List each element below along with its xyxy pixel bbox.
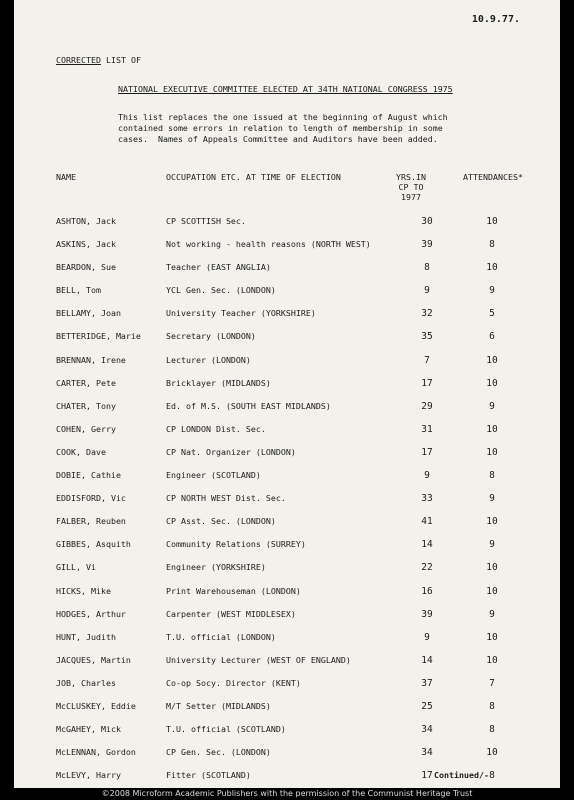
member-years: 41	[421, 516, 433, 528]
member-occupation: Print Warehouseman (LONDON)	[166, 585, 301, 596]
member-years: 17	[421, 770, 433, 782]
member-attendances: 5	[489, 308, 495, 320]
member-name: BELL, Tom	[56, 285, 101, 296]
member-years: 25	[421, 700, 433, 712]
corrected-label: CORRECTED	[56, 55, 101, 65]
table-row	[14, 701, 560, 724]
member-attendances: 8	[489, 770, 495, 782]
member-occupation: Carpenter (WEST MIDDLESEX)	[166, 608, 296, 619]
member-name: HUNT, Judith	[56, 631, 116, 642]
intro-paragraph: This list replaces the one issued at the beginning of August which contained some errors in relation to length of membership in some cases. Names of Appeals Committee and Auditors have been added.	[118, 112, 448, 144]
table-row	[14, 586, 560, 609]
table-row	[14, 609, 560, 632]
member-name: HICKS, Mike	[56, 585, 111, 596]
table-row	[14, 308, 560, 331]
member-name: CARTER, Pete	[56, 377, 116, 388]
column-header-years: YRS.IN CP TO 1977	[396, 172, 426, 202]
table-row	[14, 470, 560, 493]
member-attendances: 10	[486, 631, 498, 643]
member-years: 7	[424, 354, 430, 366]
member-attendances: 9	[489, 608, 495, 620]
column-header-name: NAME	[56, 172, 76, 182]
member-name: DOBIE, Cathie	[56, 470, 121, 481]
member-name: EDDISFORD, Vic	[56, 493, 126, 504]
member-occupation: YCL Gen. Sec. (LONDON)	[166, 285, 276, 296]
document-date: 10.9.77.	[471, 14, 520, 25]
table-row	[14, 655, 560, 678]
member-years: 34	[421, 747, 433, 759]
member-attendances: 10	[486, 562, 498, 574]
member-attendances: 10	[486, 446, 498, 458]
member-attendances: 10	[486, 377, 498, 389]
member-attendances: 10	[486, 516, 498, 528]
member-years: 39	[421, 239, 433, 251]
member-occupation: Engineer (SCOTLAND)	[166, 470, 261, 481]
member-attendances: 8	[489, 239, 495, 251]
document-page	[14, 0, 560, 788]
document-title: NATIONAL EXECUTIVE COMMITTEE ELECTED AT 34TH NATIONAL CONGRESS 1975	[118, 84, 453, 94]
table-row	[14, 378, 560, 401]
member-attendances: 9	[489, 400, 495, 412]
table-row	[14, 678, 560, 701]
member-years: 14	[421, 539, 433, 551]
member-years: 9	[424, 631, 430, 643]
member-name: McGAHEY, Mick	[56, 724, 121, 735]
member-name: COOK, Dave	[56, 446, 106, 457]
member-years: 16	[421, 585, 433, 597]
member-attendances: 10	[486, 423, 498, 435]
member-occupation: Teacher (EAST ANGLIA)	[166, 262, 271, 273]
table-row	[14, 447, 560, 470]
column-header-occupation: OCCUPATION ETC. AT TIME OF ELECTION	[166, 172, 341, 182]
member-occupation: CP Gen. Sec. (LONDON)	[166, 747, 271, 758]
member-occupation: Co-op Socy. Director (KENT)	[166, 677, 301, 688]
table-row	[14, 493, 560, 516]
member-years: 9	[424, 470, 430, 482]
member-years: 9	[424, 285, 430, 297]
table-row	[14, 516, 560, 539]
member-occupation: CP SCOTTISH Sec.	[166, 216, 246, 226]
member-years: 22	[421, 562, 433, 574]
member-years: 30	[421, 216, 433, 227]
table-row	[14, 539, 560, 562]
copyright-footer: ©2008 Microform Academic Publishers with the permission of the Communist Heritage Trust	[101, 789, 473, 798]
member-years: 17	[421, 446, 433, 458]
member-years: 14	[421, 654, 433, 666]
member-occupation: M/T Setter (MIDLANDS)	[166, 700, 271, 711]
member-years: 33	[421, 493, 433, 505]
member-occupation: Engineer (YORKSHIRE)	[166, 562, 266, 573]
member-attendances: 10	[486, 654, 498, 666]
member-attendances: 7	[489, 677, 495, 689]
member-name: HODGES, Arthur	[56, 608, 126, 619]
member-years: 8	[424, 262, 430, 274]
member-name: JOB, Charles	[56, 677, 116, 688]
list-of-label: LIST OF	[105, 55, 141, 65]
member-occupation: University Lecturer (WEST OF ENGLAND)	[166, 654, 351, 665]
member-years: 34	[421, 724, 433, 736]
member-attendances: 8	[489, 470, 495, 482]
member-name: BETTERIDGE, Marie	[56, 331, 141, 342]
member-attendances: 9	[489, 493, 495, 505]
member-name: BRENNAN, Irene	[56, 354, 126, 365]
table-row	[14, 562, 560, 585]
member-attendances: 10	[486, 585, 498, 597]
member-occupation: Not working - health reasons (NORTH WEST)	[166, 239, 371, 250]
member-years: 37	[421, 677, 433, 689]
continued-note: Continued/-	[434, 770, 489, 780]
member-years: 17	[421, 377, 433, 389]
member-attendances: 10	[486, 354, 498, 366]
member-name: McCLUSKEY, Eddie	[56, 700, 136, 711]
member-name: JACQUES, Martin	[56, 654, 131, 665]
member-occupation: CP Asst. Sec. (LONDON)	[166, 516, 276, 527]
member-attendances: 9	[489, 285, 495, 297]
member-occupation: Lecturer (LONDON)	[166, 354, 251, 365]
table-row	[14, 262, 560, 285]
member-occupation: CP LONDON Dist. Sec.	[166, 423, 266, 434]
table-row	[14, 216, 560, 239]
member-occupation: Community Relations (SURREY)	[166, 539, 306, 550]
member-occupation: Ed. of M.S. (SOUTH EAST MIDLANDS)	[166, 400, 331, 411]
column-header-attendances: ATTENDANCES*	[463, 172, 523, 182]
table-row	[14, 724, 560, 747]
member-occupation: Bricklayer (MIDLANDS)	[166, 377, 271, 388]
member-occupation: CP NORTH WEST Dist. Sec.	[166, 493, 286, 504]
member-attendances: 6	[489, 331, 495, 343]
member-years: 32	[421, 308, 433, 320]
list-heading	[56, 55, 141, 65]
member-name: ASHTON, Jack	[56, 216, 116, 226]
member-attendances: 8	[489, 700, 495, 712]
member-occupation: CP Nat. Organizer (LONDON)	[166, 446, 296, 457]
member-occupation: T.U. official (LONDON)	[166, 631, 276, 642]
member-name: BEARDON, Sue	[56, 262, 116, 273]
member-name: CHATER, Tony	[56, 400, 116, 411]
table-row	[14, 239, 560, 262]
member-occupation: Fitter (SCOTLAND)	[166, 770, 251, 781]
member-name: COHEN, Gerry	[56, 423, 116, 434]
table-row	[14, 331, 560, 354]
member-attendances: 8	[489, 724, 495, 736]
member-name: FALBER, Reuben	[56, 516, 126, 527]
table-row	[14, 632, 560, 655]
member-attendances: 10	[486, 747, 498, 759]
member-name: GILL, Vi	[56, 562, 96, 573]
member-occupation: University Teacher (YORKSHIRE)	[166, 308, 316, 319]
member-attendances: 10	[486, 262, 498, 274]
table-row	[14, 747, 560, 770]
member-attendances: 10	[486, 216, 498, 227]
table-row	[14, 401, 560, 424]
member-name: ASKINS, Jack	[56, 239, 116, 250]
member-name: GIBBES, Asquith	[56, 539, 131, 550]
member-name: BELLAMY, Joan	[56, 308, 121, 319]
member-years: 39	[421, 608, 433, 620]
member-attendances: 9	[489, 539, 495, 551]
member-occupation: T.U. official (SCOTLAND)	[166, 724, 286, 735]
member-name: McLEVY, Harry	[56, 770, 121, 781]
member-name: McLENNAN, Gordon	[56, 747, 136, 758]
member-table	[14, 216, 560, 793]
member-years: 31	[421, 423, 433, 435]
table-row	[14, 285, 560, 308]
table-row	[14, 355, 560, 378]
table-row	[14, 424, 560, 447]
member-years: 29	[421, 400, 433, 412]
member-occupation: Secretary (LONDON)	[166, 331, 256, 342]
member-years: 35	[421, 331, 433, 343]
